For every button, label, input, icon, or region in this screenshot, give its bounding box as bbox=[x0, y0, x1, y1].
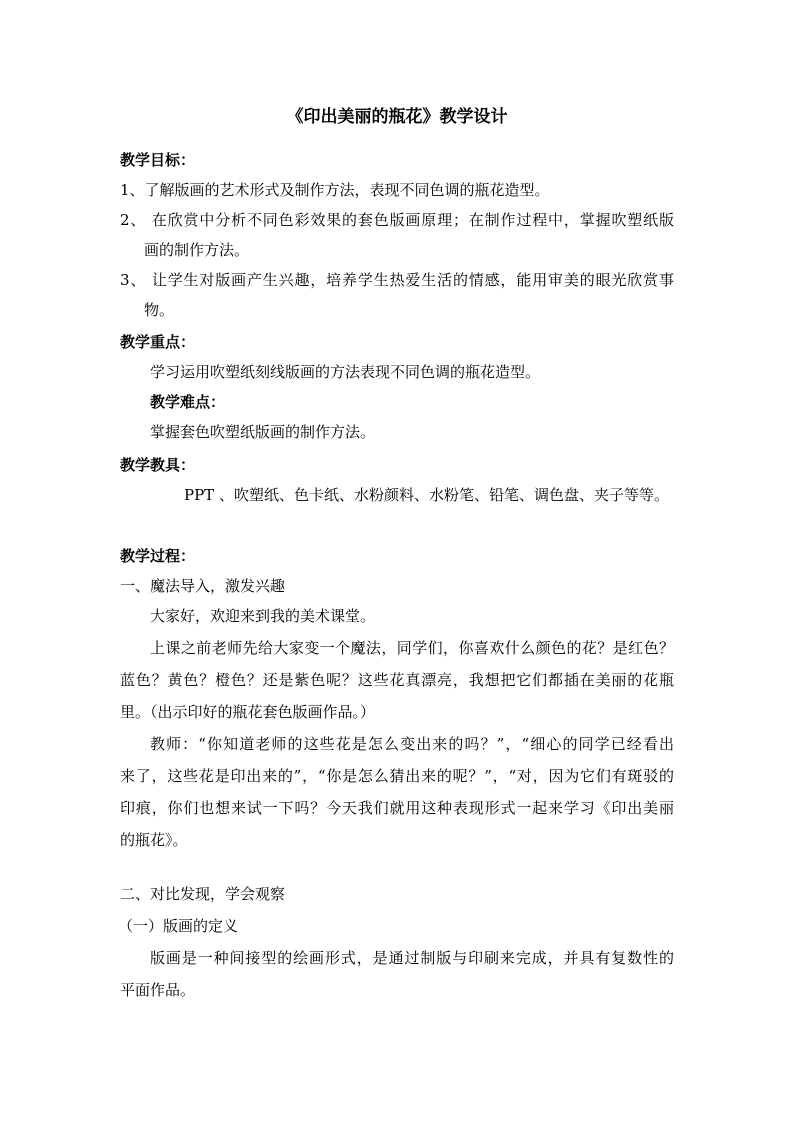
objective-item-1: 1、了解版画的艺术形式及制作方法，表现不同色调的瓶花造型。 bbox=[120, 181, 550, 199]
key-points-text: 学习运用吹塑纸刻线版画的方法表现不同色调的瓶花造型。 bbox=[150, 363, 541, 381]
tools-text: PPT 、吹塑纸、色卡纸、水粉颜料、水粉笔、铅笔、调色盘、夹子等等。 bbox=[184, 486, 669, 504]
document-title: 《印出美丽的瓶花》教学设计 bbox=[286, 107, 508, 127]
difficulties-text: 掌握套色吹塑纸版画的制作方法。 bbox=[150, 423, 376, 441]
difficulties-heading: 教学难点： bbox=[150, 393, 226, 411]
section1-p3-line4: 的瓶花》。 bbox=[120, 831, 188, 849]
section1-p2-line2: 蓝色？黄色？橙色？还是紫色呢？这些花真漂亮，我想把它们都插在美丽的花瓶 bbox=[120, 671, 674, 689]
section1-p3-line3: 印痕，你们也想来试一下吗？今天我们就用这种表现形式一起来学习《印出美丽 bbox=[120, 799, 674, 817]
section2-title: 二、对比发现，学会观察 bbox=[120, 885, 286, 903]
section2-definition-line2: 平面作品。 bbox=[120, 981, 196, 999]
tools-heading: 教学教具： bbox=[120, 456, 196, 474]
section1-p3-line2: 来了，这些花是印出来的”，“你是怎么猜出来的呢？”，“对，因为它们有斑驳的 bbox=[120, 767, 674, 785]
objective-item-2: 2、 在欣赏中分析不同色彩效果的套色版画原理；在制作过程中，掌握吹塑纸版 bbox=[120, 211, 674, 229]
objective-item-3: 3、 让学生对版画产生兴趣，培养学生热爱生活的情感，能用审美的眼光欣赏事 bbox=[120, 271, 674, 289]
section1-title: 一、魔法导入，激发兴趣 bbox=[120, 577, 286, 595]
process-heading: 教学过程： bbox=[120, 547, 196, 565]
objectives-heading: 教学目标： bbox=[120, 151, 196, 169]
objective-item-3-cont: 物。 bbox=[144, 301, 175, 319]
key-points-heading: 教学重点： bbox=[120, 333, 196, 351]
objective-item-2-cont: 画的制作方法。 bbox=[144, 241, 250, 259]
section1-p2-line1: 上课之前老师先给大家变一个魔法，同学们，你喜欢什么颜色的花？是红色？ bbox=[150, 639, 674, 657]
section2-definition-line1: 版画是一种间接型的绘画形式，是通过制版与印刷来完成，并具有复数性的 bbox=[150, 949, 674, 967]
section2-subsection1-title: （一）版画的定义 bbox=[118, 917, 239, 935]
section1-p3-line1: 教师：“你知道老师的这些花是怎么变出来的吗？”，“细心的同学已经看出 bbox=[150, 735, 674, 753]
section1-greeting: 大家好，欢迎来到我的美术课堂。 bbox=[150, 607, 376, 625]
section1-p2-line3: 里。（出示印好的瓶花套色版画作品。） bbox=[120, 703, 376, 721]
